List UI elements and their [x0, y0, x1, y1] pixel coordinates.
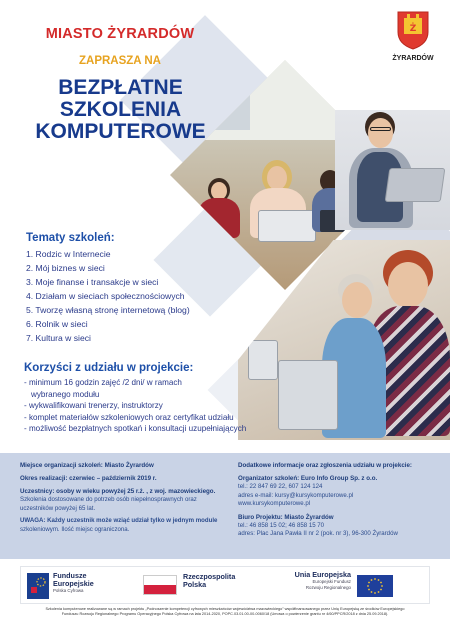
fe-subtitle: Polska Cyfrowa: [53, 588, 84, 593]
topic-item: 4. Działam w sieciach społecznościowych: [26, 291, 185, 301]
headline-line: KOMPUTEROWE: [35, 120, 206, 143]
participants: Uczestnicy: osoby w wieku powyżej 25 r.ż. , z woj. mazowieckiego.: [20, 488, 216, 495]
accessibility-note: Szkolenia dostosowane do potrzeb osób niepełnosprawnych oraz: [20, 496, 197, 503]
organizer-phone: tel.: 22 847 69 22, 607 124 124: [238, 483, 323, 490]
pl-title-line: Rzeczpospolita: [183, 572, 236, 581]
headline: [18, 77, 223, 143]
man-with-laptop-photo: [335, 110, 450, 230]
benefit-item: - minimum 16 godzin zajęć /2 dni/ w ramach: [24, 378, 182, 387]
footnote-line: Szkolenia komputerowe realizowane są w ramach projektu „Podnoszenie kompetencji cyfrowych mieszkańców województwa mazowieckiego” współfinansowanego przez Unię Europejską ze środków Europejskiego: [45, 607, 405, 611]
headline-line: SZKOLENIA: [59, 98, 182, 121]
project-office: Biuro Projektu: Miasto Żyrardów: [238, 513, 334, 521]
topics-heading: Tematy szkoleń:: [26, 232, 115, 244]
attention-note: UWAGA: Każdy uczestnik może wziąć udział tylko w jednym module: [20, 517, 218, 524]
ue-title: Unia Europejska: [294, 570, 351, 579]
info-right-column: [238, 461, 438, 539]
organizer: Organizator szkoleń: Euro Info Group Sp. z o.o.: [238, 475, 378, 482]
training-place: Miejsce organizacji szkoleń: Miasto Żyrardów: [20, 462, 154, 469]
coat-of-arms-icon: [396, 10, 430, 50]
training-period: Okres realizacji: czerwiec – październik 2019 r.: [20, 475, 157, 482]
pl-title-line: Polska: [183, 580, 207, 589]
headline-line: BEZPŁATNE: [58, 76, 183, 99]
fe-title-line: Fundusze: [53, 571, 87, 580]
attention-note: szkoleniowym. Ilość miejsc ograniczona.: [20, 525, 130, 533]
benefits-heading: Korzyści z udziału w projekcie:: [24, 362, 194, 374]
polish-flag-icon: [143, 575, 177, 595]
benefits-section: [24, 362, 254, 435]
benefit-item: - możliwość bezpłatnych spotkań i konsultacji uzupełniających: [24, 424, 247, 433]
topic-item: 5. Tworzę własną stronę internetową (blog): [26, 305, 190, 315]
topic-item: 7. Kultura w sieci: [26, 333, 91, 343]
funding-footnote: [30, 607, 420, 617]
footnote-line: Funduszu Rozwoju Regionalnego Programu Operacyjnego Polska Cyfrowa na lata 2014-2020, POPC.03.01.00-00-0060/18 (Umowa o powierzenie grantu nr 4/60/PPCR/2018 z dnia 25.09.2018).: [61, 612, 389, 616]
invites-text: ZAPRASZA NA: [79, 55, 161, 67]
european-funds-label: [53, 572, 113, 598]
republic-of-poland-label: [183, 573, 263, 599]
organizer-website[interactable]: www.kursykomputerowe.pl: [238, 500, 311, 507]
eu-flag-icon: [357, 575, 393, 597]
project-office-address: adres: Plac Jana Pawła II nr 2 (pok. nr 3), 96-300 Żyrardów: [238, 530, 398, 537]
european-funds-logo-icon: [27, 573, 49, 599]
fe-title-line: Europejskie: [53, 579, 94, 588]
contact-heading: Dodatkowe informacje oraz zgłoszenia udziału w projekcie:: [238, 462, 412, 469]
accessibility-note: uczestników powyżej 65 lat.: [20, 504, 96, 512]
topic-item: 6. Rolnik w sieci: [26, 319, 88, 329]
topic-item: 3. Moje finanse i transakcje w sieci: [26, 277, 159, 287]
ue-subtitle: Rozwoju Regionalnego: [305, 585, 351, 590]
benefit-item: wybranego modułu: [31, 389, 100, 399]
benefit-item: - komplet materiałów szkoleniowych oraz certyfikat udziału: [24, 412, 234, 422]
benefit-item: - wykwalifikowani trenerzy, instruktorzy: [24, 401, 163, 410]
ue-subtitle: Europejski Fundusz: [312, 579, 351, 584]
city-title: MIASTO ŻYRARDÓW: [45, 26, 195, 42]
organizer-email[interactable]: adres e-mail: kursy@kursykomputerowe.pl: [238, 491, 354, 499]
project-office-phone: tel.: 46 858 15 02; 46 858 15 70: [238, 521, 325, 529]
topic-item: 1. Rodzic w Internecie: [26, 249, 111, 259]
european-union-label: [279, 571, 351, 597]
svg-text:Ż: Ż: [409, 24, 417, 34]
info-left-column: [20, 461, 235, 534]
topics-section: [26, 232, 226, 345]
funders-strip: [20, 566, 430, 604]
logo-caption: ŻYRARDÓW: [392, 55, 434, 62]
topic-item: 2. Mój biznes w sieci: [26, 263, 105, 273]
